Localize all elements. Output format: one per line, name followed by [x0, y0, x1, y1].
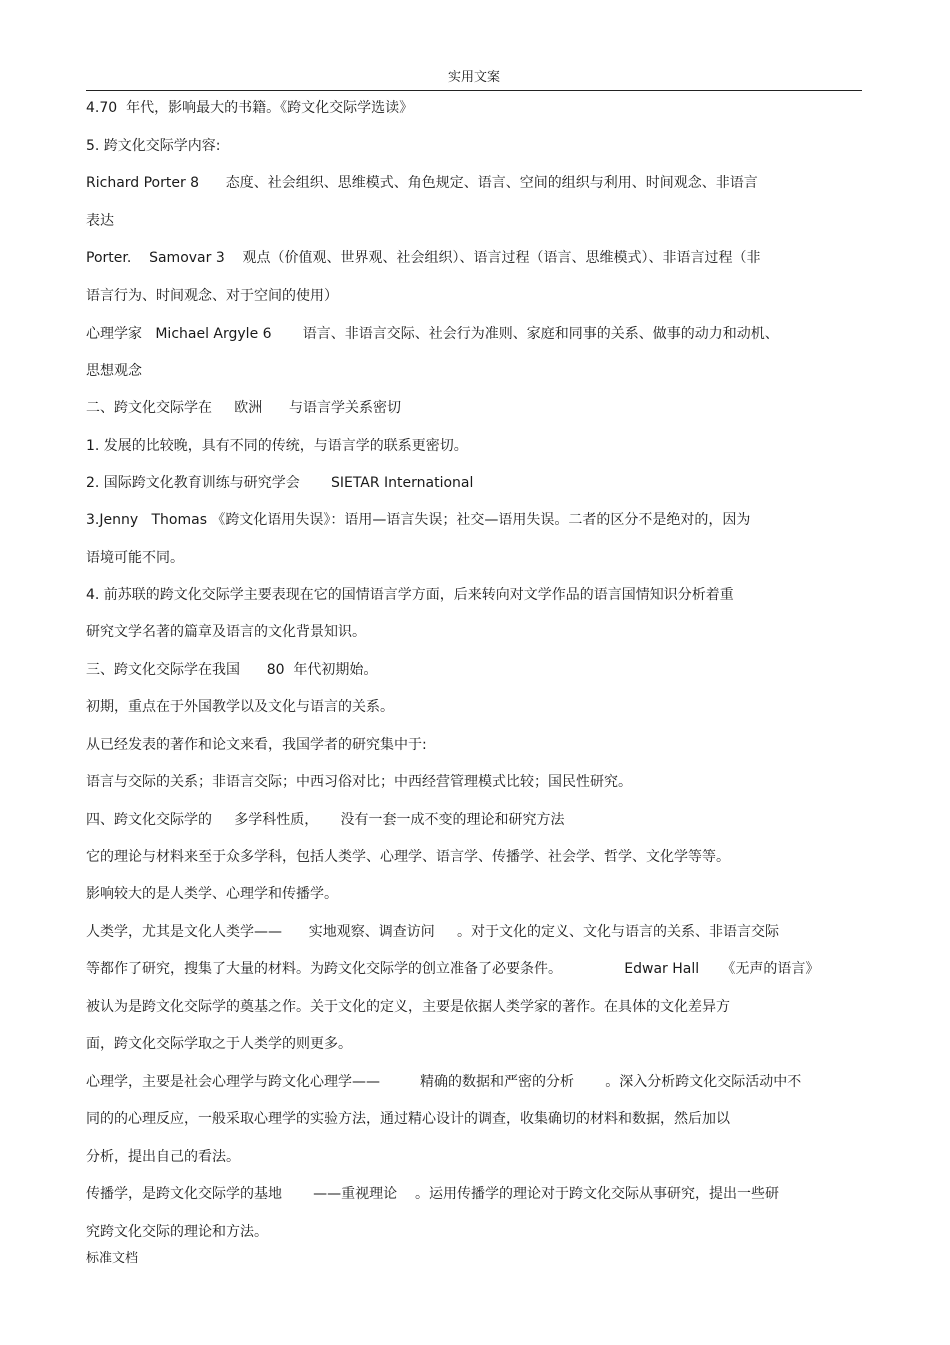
text-line: 初期，重点在于外国教学以及文化与语言的关系。 — [86, 699, 394, 715]
text-line: 语境可能不同。 — [86, 550, 184, 566]
text-line: 表达 — [86, 213, 114, 229]
text-line: 4. 前苏联的跨文化交际学主要表现在它的国情语言学方面，后来转向对文学作品的语言国情知识分析着重 — [86, 587, 734, 603]
text-line: 语言与交际的关系；非语言交际；中西习俗对比；中西经营管理模式比较；国民性研究。 — [86, 774, 632, 790]
text-line: 被认为是跨文化交际学的奠基之作。关于文化的定义，主要是依据人类学家的著作。在具体的文化差异方 — [86, 999, 730, 1015]
text-line: Richard Porter 8 态度、社会组织、思维模式、角色规定、语言、空间的组织与利用、时间观念、非语言 — [86, 175, 758, 191]
text-line: 1. 发展的比较晚，具有不同的传统，与语言学的联系更密切。 — [86, 438, 468, 454]
text-line: 语言行为、时间观念、对于空间的使用） — [86, 288, 338, 304]
text-line: 等都作了研究，搜集了大量的材料。为跨文化交际学的创立准备了必要条件。 Edwar Hall 《无声的语言》 — [86, 961, 820, 977]
text-line: 研究文学名著的篇章及语言的文化背景知识。 — [86, 624, 366, 640]
text-line: 同的的心理反应，一般采取心理学的实验方法，通过精心设计的调查，收集确切的材料和数据，然后加以 — [86, 1111, 730, 1127]
header-rule — [86, 90, 862, 91]
text-line: 思想观念 — [86, 363, 142, 379]
text-line: 影响较大的是人类学、心理学和传播学。 — [86, 886, 338, 902]
text-line: 它的理论与材料来至于众多学科，包括人类学、心理学、语言学、传播学、社会学、哲学、文化学等等。 — [86, 849, 730, 865]
text-line: 人类学，尤其是文化人类学—— 实地观察、调查访问 。对于文化的定义、文化与语言的关系、非语言交际 — [86, 924, 779, 940]
text-line: 2. 国际跨文化教育训练与研究学会 SIETAR International — [86, 475, 474, 491]
text-line: Porter. Samovar 3 观点（价值观、世界观、社会组织）、语言过程（语言、思维模式）、非语言过程（非 — [86, 250, 761, 266]
text-line: 3.Jenny Thomas 《跨文化语用失误》：语用—语言失误；社交—语用失误。二者的区分不是绝对的，因为 — [86, 512, 751, 528]
text-line: 传播学，是跨文化交际学的基地 ——重视理论 。运用传播学的理论对于跨文化交际从事研究，提出一些研 — [86, 1186, 779, 1202]
page-header: 实用文案 — [447, 70, 500, 85]
text-line: 分析，提出自己的看法。 — [86, 1149, 240, 1165]
text-line: 从已经发表的著作和论文来看，我国学者的研究集中于: — [86, 737, 427, 753]
section-heading: 四、跨文化交际学的 多学科性质， 没有一套一成不变的理论和研究方法 — [86, 812, 565, 828]
text-line: 4.70 年代，影响最大的书籍。《跨文化交际学选读》 — [86, 100, 414, 116]
section-heading: 三、跨文化交际学在我国 80 年代初期始。 — [86, 662, 378, 678]
text-line: 心理学家 Michael Argyle 6 语言、非语言交际、社会行为准则、家庭和同事的关系、做事的动力和动机、 — [86, 326, 779, 342]
page-footer: 标准文档 — [86, 1251, 139, 1266]
text-line: 面，跨文化交际学取之于人类学的则更多。 — [86, 1036, 352, 1052]
section-heading: 二、跨文化交际学在 欧洲 与语言学关系密切 — [86, 400, 401, 416]
text-line: 5. 跨文化交际学内容: — [86, 138, 221, 154]
text-line: 心理学，主要是社会心理学与跨文化心理学—— 精确的数据和严密的分析 。深入分析跨文化交际活动中不 — [86, 1074, 802, 1090]
text-line: 究跨文化交际的理论和方法。 — [86, 1224, 268, 1240]
